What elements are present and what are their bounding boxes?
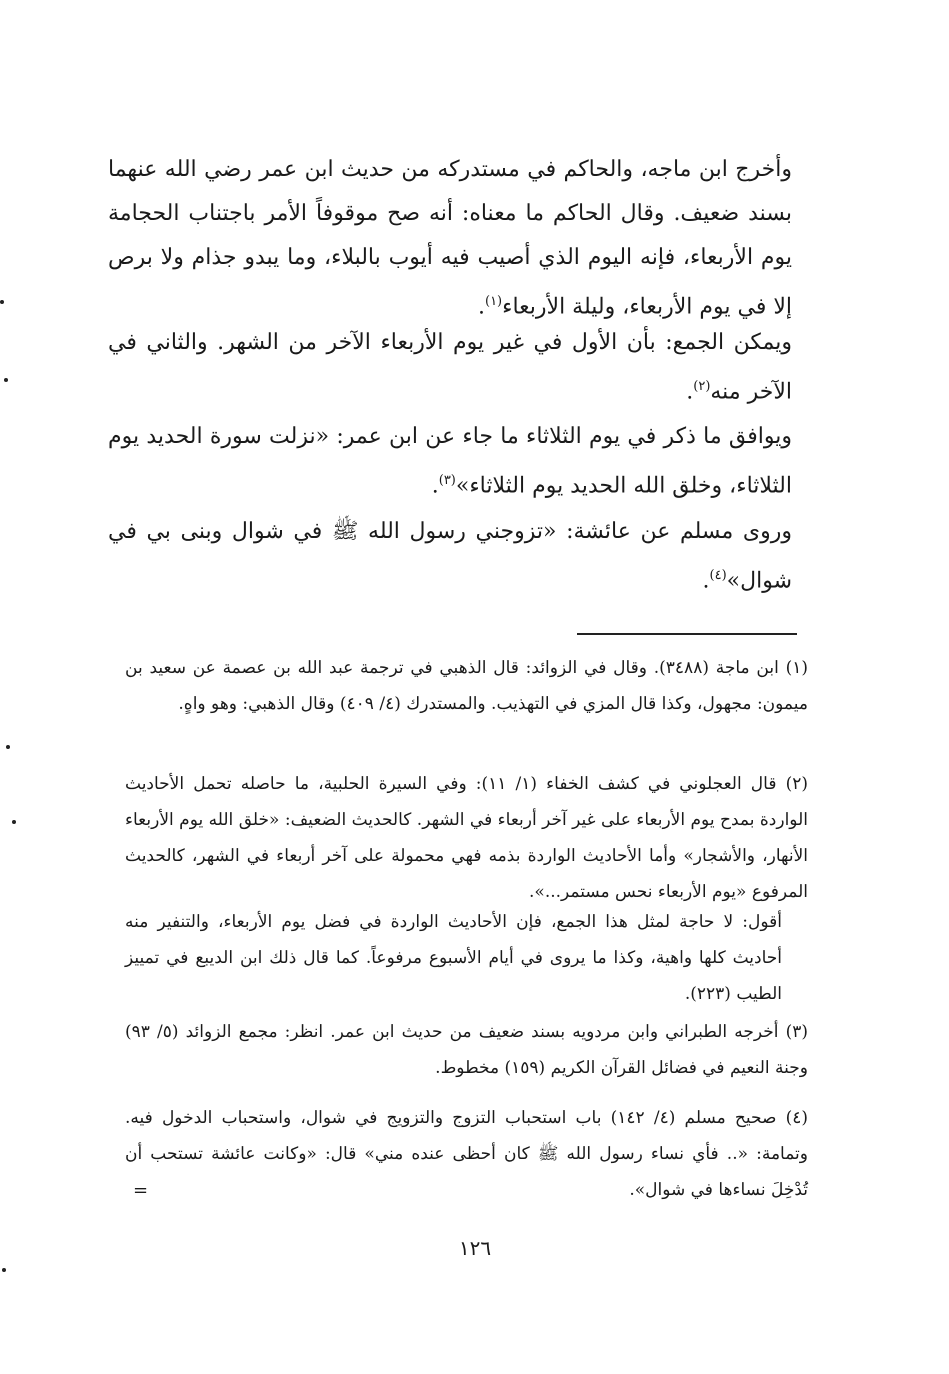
body-paragraph-1 (108, 148, 792, 329)
scan-speck (12, 820, 16, 824)
page-number: ١٢٦ (458, 1236, 492, 1260)
footnote-ref: (١) (484, 294, 503, 309)
paragraph-end: . (431, 473, 439, 499)
footnote-number: (٤) (785, 1108, 809, 1128)
paragraph-end: . (686, 379, 694, 405)
scan-speck (2, 1268, 6, 1272)
footnote-1 (125, 650, 808, 722)
body-paragraph-4 (108, 510, 792, 603)
paragraph-text: ويمكن الجمع: بأن الأول في غير يوم الأربعاء الآخر من الشهر. والثاني في الآخر منه (108, 330, 792, 405)
scan-speck (6, 745, 10, 749)
footnote-text: أقول: لا حاجة لمثل هذا الجمع، فإن الأحاديث الواردة في فضل يوم الأربعاء، والتنفير منه أحاديث كلها واهية، وكذا ما يروى في أيام الأسبوع مرفوعاً. كما قال ذلك ابن الديبع في تمييز الطيب (٢٢٣). (125, 912, 782, 1004)
footnote-text: قال العجلوني في كشف الخفاء (١/ ١١): وفي السيرة الحلبية، ما حاصله تحمل الأحاديث الواردة بمدح يوم الأربعاء على غير آخر أربعاء في الشهر. كالحديث الضعيف: «خلق الله يوم الأربعاء الأنهار، والأشجار» وأما الأحاديث الواردة بذمه فهي محمولة على آخر أربعاء في الشهر، كالحديث المرفوع «يوم الأربعاء نحس مستمر...». (125, 774, 808, 902)
footnote-2 (125, 766, 808, 910)
body-paragraph-3 (108, 415, 792, 508)
footnote-3 (125, 1014, 808, 1086)
paragraph-end: . (477, 294, 485, 320)
scan-speck (4, 378, 8, 382)
footnote-separator (577, 633, 797, 635)
paragraph-end: . (702, 568, 710, 594)
body-paragraph-2 (108, 321, 792, 414)
footnote-4 (125, 1100, 808, 1208)
footnote-ref: (٤) (709, 568, 727, 583)
footnote-number: (١) (785, 658, 809, 678)
paragraph-text: ويوافق ما ذكر في يوم الثلاثاء ما جاء عن ابن عمر: «نزلت سورة الحديد يوم الثلاثاء، وخلق الله الحديد يوم الثلاثاء» (108, 424, 792, 499)
footnote-text: ابن ماجة (٣٤٨٨). وقال في الزوائد: قال الذهبي في ترجمة عبد الله بن عصمة عن سعيد بن ميمون: مجهول، وكذا قال المزي في التهذيب. والمستدرك (٤/ ٤٠٩) وقال الذهبي: وهو واهٍ. (125, 658, 808, 714)
footnote-text: أخرجه الطبراني وابن مردويه بسند ضعيف من حديث ابن عمر. انظر: مجمع الزوائد (٥/ ٩٣) وجنة النعيم في فضائل القرآن الكريم (١٥٩) مخطوط. (125, 1022, 808, 1078)
paragraph-text: وأخرج ابن ماجه، والحاكم في مستدركه من حديث ابن عمر رضي الله عنهما بسند ضعيف. وقال الحاكم ما معناه: أنه صح موقوفاً الأمر باجتناب الحجامة يوم الأربعاء، فإنه اليوم الذي أصيب فيه أيوب بالبلاء، وما يبدو جذام ولا برص إلا في يوم الأربعاء، وليلة الأربعاء (108, 157, 793, 320)
scan-speck (0, 300, 4, 304)
footnote-ref: (٣) (438, 473, 456, 488)
footnote-2-note (125, 904, 808, 1012)
footnote-number: (٣) (785, 1022, 808, 1042)
continuation-mark: = (133, 1180, 149, 1201)
footnote-ref: (٢) (693, 379, 711, 394)
footnote-text: صحيح مسلم (٤/ ١٤٢) باب استحباب التزوج والتزويج في شوال، واستحباب الدخول فيه. وتمامة: «.. فأي نساء رسول الله ﷺ كان أحظى عنده مني» قال: «وكانت عائشة تستحب أن تُدْخِلَ نساءها في شوال». (125, 1108, 808, 1200)
paragraph-text: وروى مسلم عن عائشة: «تزوجني رسول الله ﷺ في شوال وبنى بي في شوال» (108, 519, 792, 594)
footnote-number: (٢) (785, 774, 809, 794)
